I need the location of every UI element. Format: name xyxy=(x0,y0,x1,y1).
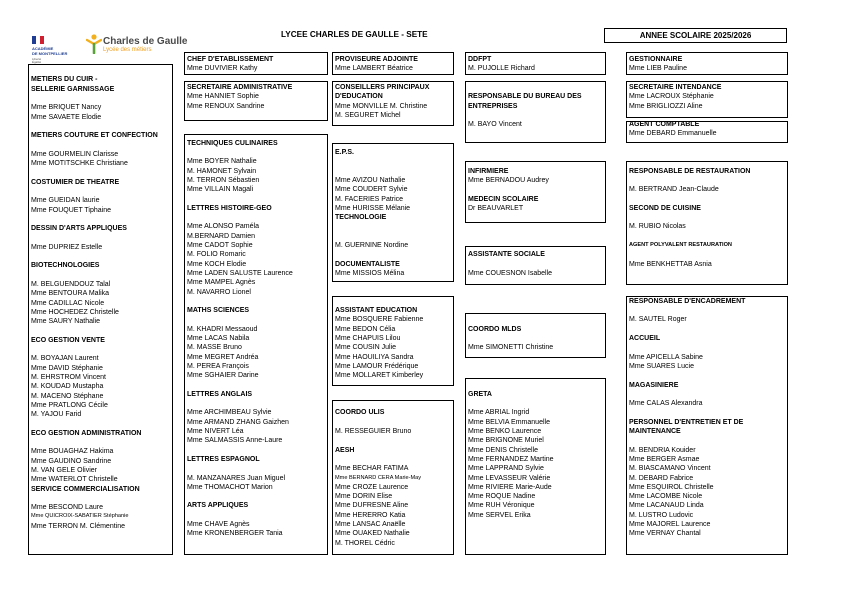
section-heading: D'EDUCATION xyxy=(335,93,383,101)
staff-name: Mme LACANAUD Linda xyxy=(629,502,704,510)
section-heading: ENTREPRISES xyxy=(468,102,518,110)
staff-name: Mme KRONENBERGER Tania xyxy=(187,530,283,538)
staff-name: M. BOYAJAN Laurent xyxy=(31,355,99,363)
staff-name: M. BIASCAMANO Vincent xyxy=(629,465,711,473)
staff-name: Mme MAMPEL Agnès xyxy=(187,279,256,287)
staff-name: Mme COUESNON Isabelle xyxy=(468,269,553,277)
section-heading: ECO GESTION ADMINISTRATION xyxy=(31,429,142,437)
staff-name: Mme PRATLONG Cécile xyxy=(31,401,108,409)
staff-name: M. BENDRIA Kouider xyxy=(629,446,696,454)
staff-name: M. MASSE Bruno xyxy=(187,344,242,352)
staff-name: Mme WATERLOT Christelle xyxy=(31,476,118,484)
staff-name: Mme BESCOND Laure xyxy=(31,504,103,512)
section-heading: MATHS SCIENCES xyxy=(187,307,250,315)
school-logo-subtitle: Lycée des métiers xyxy=(103,47,152,53)
staff-name: Mme BOYER Nathalie xyxy=(187,158,257,166)
staff-name: M. RUBIO Nicolas xyxy=(629,223,686,231)
staff-name: Mme RENOUX Sandrine xyxy=(187,102,265,110)
section-heading: ECO GESTION VENTE xyxy=(31,336,105,344)
section-heading: ASSISTANTE SOCIALE xyxy=(468,251,545,259)
staff-name: Mme APICELLA Sabine xyxy=(629,353,703,361)
staff-name: M. HAMONET Sylvain xyxy=(187,167,257,175)
staff-name: M. SAUTEL Roger xyxy=(629,316,687,324)
section-heading: PROVISEURE ADJOINTE xyxy=(335,56,418,63)
staff-name: Mme NIVERT Léa xyxy=(187,428,244,435)
staff-name: Mme BENTOURA Malika xyxy=(31,290,110,298)
staff-name: M. MANZANARES Juan Miguel xyxy=(187,474,286,482)
academie-logo-line: DE MONTPELLIER xyxy=(32,51,68,56)
entreprises-box xyxy=(465,81,606,143)
staff-name: Mme SERVEL Erika xyxy=(468,511,531,519)
staff-name: Mme GOURMELIN Clarisse xyxy=(31,150,119,158)
staff-name: Mme CHAPUIS Lilou xyxy=(335,335,401,342)
section-heading: ACCUEIL xyxy=(629,335,661,342)
staff-name: M. VAN GELE Olivier xyxy=(31,466,97,474)
staff-name: Mme BOUAGHAZ Hakima xyxy=(31,448,114,456)
section-heading: LETTRES ANGLAIS xyxy=(187,390,253,398)
section-heading: SERVICE COMMERCIALISATION xyxy=(31,485,140,493)
section-heading: COSTUMIER DE THEATRE xyxy=(31,178,120,186)
staff-name: Mme BOSQUERE Fabienne xyxy=(335,316,424,324)
staff-name: M. EHRSTROM Vincent xyxy=(31,373,106,381)
staff-name: M. THOREL Cédric xyxy=(335,539,395,547)
staff-name: M. YAJOU Farid xyxy=(31,411,82,419)
staff-name: Mme HOCHEDEZ Christelle xyxy=(31,308,119,316)
section-heading: MAGASINIERE xyxy=(629,381,679,389)
section-heading: DOCUMENTALISTE xyxy=(335,260,400,268)
section-heading: LETTRES ESPAGNOL xyxy=(187,455,260,463)
section-heading: COORDO MLDS xyxy=(468,325,522,333)
staff-name: Mme HAOUILIYA Sandra xyxy=(335,353,414,361)
staff-name: M. MACENO Stéphane xyxy=(31,392,104,400)
staff-name: Mme SGHAIER Darine xyxy=(187,372,259,380)
staff-name: Mme BERNADOU Audrey xyxy=(468,176,549,184)
person-figure-icon xyxy=(86,34,102,54)
section-heading: ARTS APPLIQUES xyxy=(187,502,249,510)
section-heading: SECRETAIRE INTENDANCE xyxy=(629,83,722,91)
staff-name: Mme ESQUIROL Christelle xyxy=(629,483,714,491)
section-heading: DDFPT xyxy=(468,56,492,63)
section-heading: TECHNIQUES CULINAIRES xyxy=(187,139,278,147)
staff-name: Mme LACROUX Stéphanie xyxy=(629,93,714,101)
staff-name: M. FOLIO Romaric xyxy=(187,251,246,259)
staff-name: M. RESSEGUIER Bruno xyxy=(335,428,412,435)
section-heading: MAINTENANCE xyxy=(629,428,681,435)
section-heading: GRETA xyxy=(468,390,492,398)
staff-name: Mme BENKHETTAB Asnia xyxy=(629,260,712,268)
section-heading: METIERS DU CUIR - xyxy=(31,76,98,84)
section-heading: ASSISTANT EDUCATION xyxy=(335,307,418,315)
staff-name: Mme RUH Véronique xyxy=(468,502,535,510)
staff-name: Mme CROZE Laurence xyxy=(335,483,409,491)
section-heading: RESPONSABLE DE RESTAURATION xyxy=(629,167,751,175)
staff-name: Mme BENKO Laurence xyxy=(468,428,542,435)
section-heading: RESPONSABLE DU BUREAU DES xyxy=(468,93,582,101)
section-heading: AGENT POLYVALENT RESTAURATION xyxy=(629,242,732,248)
staff-name: Mme VILLAIN Magali xyxy=(187,186,254,194)
staff-name: Mme MAJOREL Laurence xyxy=(629,521,711,528)
staff-name: Mme TERRON M. Clémentine xyxy=(31,522,126,530)
section-heading: CONSEILLERS PRINCIPAUX xyxy=(335,83,430,91)
staff-name: Mme ABRIAL Ingrid xyxy=(468,409,530,417)
staff-name: Mme SAVAETE Elodie xyxy=(31,113,102,121)
staff-name: Mme LADEN SALUSTE Laurence xyxy=(187,269,293,277)
section-heading: METIERS COUTURE ET CONFECTION xyxy=(31,132,158,140)
staff-name: Mme CHAVE Agnès xyxy=(187,521,250,528)
staff-name: M. BERTRAND Jean-Claude xyxy=(629,186,719,194)
staff-name: M. KHADRI Messaoud xyxy=(187,325,258,333)
staff-name: M. SEGURET Michel xyxy=(335,111,401,119)
section-heading: SECRETAIRE ADMINISTRATIVE xyxy=(187,83,293,91)
school-year-box xyxy=(604,28,787,43)
staff-name: Mme BRIGNONE Muriel xyxy=(468,437,544,445)
staff-name: Mme RIVIERE Marie-Aude xyxy=(468,483,552,491)
section-heading: CHEF D'ETABLISSEMENT xyxy=(187,56,274,63)
section-heading: PERSONNEL D'ENTRETIEN ET DE xyxy=(629,418,744,426)
staff-name: Mme DENIS Christelle xyxy=(468,446,539,454)
staff-name: Mme BRIGLIOZZI Aline xyxy=(629,102,703,110)
staff-name: Mme OUAKED Nathalie xyxy=(335,530,410,538)
staff-name: M. KOUDAD Mustapha xyxy=(31,383,104,391)
staff-name: Mme ALONSO Paméla xyxy=(187,223,259,231)
staff-name: Mme LAMOUR Frédérique xyxy=(335,362,419,370)
staff-name: Mme LACAS Nabila xyxy=(187,335,250,342)
staff-name: Mme GAUDINO Sandrine xyxy=(31,457,112,465)
staff-name: Dr BEAUVARLET xyxy=(468,204,524,212)
staff-name: Mme LIEB Pauline xyxy=(629,65,687,73)
staff-name: Mme BEDON Célia xyxy=(335,325,396,333)
staff-name: Mme AVIZOU Nathalie xyxy=(335,176,406,184)
school-logo xyxy=(86,34,188,56)
page-title: LYCEE CHARLES DE GAULLE - SETE xyxy=(281,30,428,39)
academie-logo-line: ACADÉMIE xyxy=(32,46,54,51)
section-heading: COORDO ULIS xyxy=(335,409,385,417)
staff-name: Mme VERNAY Chantal xyxy=(629,530,701,538)
staff-name: Mme LAPPRAND Sylvie xyxy=(468,465,544,473)
staff-name: Mme HERERRO Katia xyxy=(335,511,406,519)
section-heading: AGENT COMPTABLE xyxy=(629,121,700,129)
staff-name: M. BAYO Vincent xyxy=(468,121,522,129)
academie-logo-line: Égalité xyxy=(32,60,42,64)
staff-name: M. NAVARRO Lionel xyxy=(187,288,251,296)
school-logo-name: Charles de Gaulle xyxy=(103,36,188,47)
staff-name: Mme DEBARD Emmanuelle xyxy=(629,130,717,138)
staff-name: Mme BERNARD CERA Marie-May xyxy=(335,474,422,481)
staff-name: Mme LAMBERT Béatrice xyxy=(335,65,413,73)
staff-name: M. PEREA François xyxy=(187,362,249,370)
staff-name: Mme BRIQUET Nancy xyxy=(31,104,102,112)
staff-name: Mme DUPRIEZ Estelle xyxy=(31,243,103,251)
section-heading: INFIRMIERE xyxy=(468,167,509,175)
staff-name: Mme CALAS Alexandra xyxy=(629,400,703,408)
academie-logo xyxy=(32,36,82,66)
staff-name: M. LUSTRO Ludovic xyxy=(629,511,694,519)
staff-name: Mme LANSAC Anaëlle xyxy=(335,521,406,528)
staff-name: Mme MEGRET Andréa xyxy=(187,353,259,361)
marianne-flag-icon xyxy=(32,36,44,44)
staff-name: Mme COUDERT Sylvie xyxy=(335,186,408,194)
staff-name: Mme FERNANDEZ Martine xyxy=(468,455,554,463)
section-heading: E.P.S. xyxy=(335,149,354,156)
staff-name: Mme HANNIET Sophie xyxy=(187,93,259,101)
section-heading: RESPONSABLE D'ENCADREMENT xyxy=(629,297,746,305)
staff-name: Mme CADILLAC Nicole xyxy=(31,299,105,307)
staff-name: Mme MOLLARET Kimberley xyxy=(335,372,424,380)
staff-name: Mme ARMAND ZHANG Gaizhen xyxy=(187,418,289,426)
section-heading: AESH xyxy=(335,446,355,454)
section-heading: GESTIONNAIRE xyxy=(629,56,683,63)
staff-name: M. FACERIES Patrice xyxy=(335,195,404,203)
staff-name: Mme SUARES Lucie xyxy=(629,362,694,370)
staff-name: Mme DAVID Stéphanie xyxy=(31,364,103,372)
section-heading: TECHNOLOGIE xyxy=(335,214,387,222)
staff-name: Mme LACOMBE Nicole xyxy=(629,493,703,501)
academie-logo-line: Liberté xyxy=(32,57,42,61)
staff-name: Mme THOMACHOT Marion xyxy=(187,483,273,491)
staff-name: Mme ARCHIMBEAU Sylvie xyxy=(187,409,272,417)
section-heading: SECOND DE CUISINE xyxy=(629,204,701,212)
staff-name: Mme FOUQUET Tiphaine xyxy=(31,206,112,214)
staff-name: M.BERNARD Damien xyxy=(187,232,256,240)
staff-name: Mme DORIN Elise xyxy=(335,493,393,501)
staff-name: Mme SAURY Nathalie xyxy=(31,318,100,326)
section-heading: DESSIN D'ARTS APPLIQUES xyxy=(31,225,127,233)
staff-name: M. BELGUENDOUZ Talal xyxy=(31,280,111,288)
staff-name: Mme COUSIN Julie xyxy=(335,344,397,352)
section-heading: SELLERIE GARNISSAGE xyxy=(31,85,115,93)
staff-name: Mme SALMASSIS Anne-Laure xyxy=(187,437,283,445)
staff-name: M. TERRON Sébastien xyxy=(187,176,260,184)
staff-name: Mme BECHAR FATIMA xyxy=(335,465,409,473)
staff-name: M. DEBARD Fabrice xyxy=(629,474,694,482)
staff-name: Mme MISSIOS Mélina xyxy=(335,269,405,277)
staff-name: Mme LEVASSEUR Valérie xyxy=(468,474,551,482)
staff-name: Mme DUFRESNE Aline xyxy=(335,502,409,510)
section-heading: LETTRES HISTOIRE-GEO xyxy=(187,204,272,212)
staff-name: Mme BELVIA Emmanuelle xyxy=(468,418,550,426)
staff-name: Mme KOCH Elodie xyxy=(187,260,247,268)
staff-name: Mme MONVILLE M. Christine xyxy=(335,102,428,110)
staff-name: Mme SIMONETTI Christine xyxy=(468,344,554,352)
section-heading: MEDECIN SCOLAIRE xyxy=(468,195,539,203)
staff-name: Mme GUEIDAN laurie xyxy=(31,197,100,205)
section-heading: BIOTECHNOLOGIES xyxy=(31,262,100,270)
staff-name: Mme HURISSE Mélanie xyxy=(335,204,411,212)
staff-name: M. PUJOLLE Richard xyxy=(468,65,535,73)
staff-name: Mme QUICROIX-SABATIER Stéphanie xyxy=(31,513,129,520)
staff-name: Mme DUVIVIER Kathy xyxy=(187,65,258,73)
staff-name: Mme CADOT Sophie xyxy=(187,242,253,249)
staff-name: Mme MOTITSCHKE Christiane xyxy=(31,160,128,167)
school-year: ANNEE SCOLAIRE 2025/2026 xyxy=(639,31,752,40)
staff-name: M. GUERNINE Nordine xyxy=(335,242,409,249)
staff-name: Mme ROQUE Nadine xyxy=(468,493,536,501)
staff-name: Mme BERGER Asmae xyxy=(629,455,700,463)
